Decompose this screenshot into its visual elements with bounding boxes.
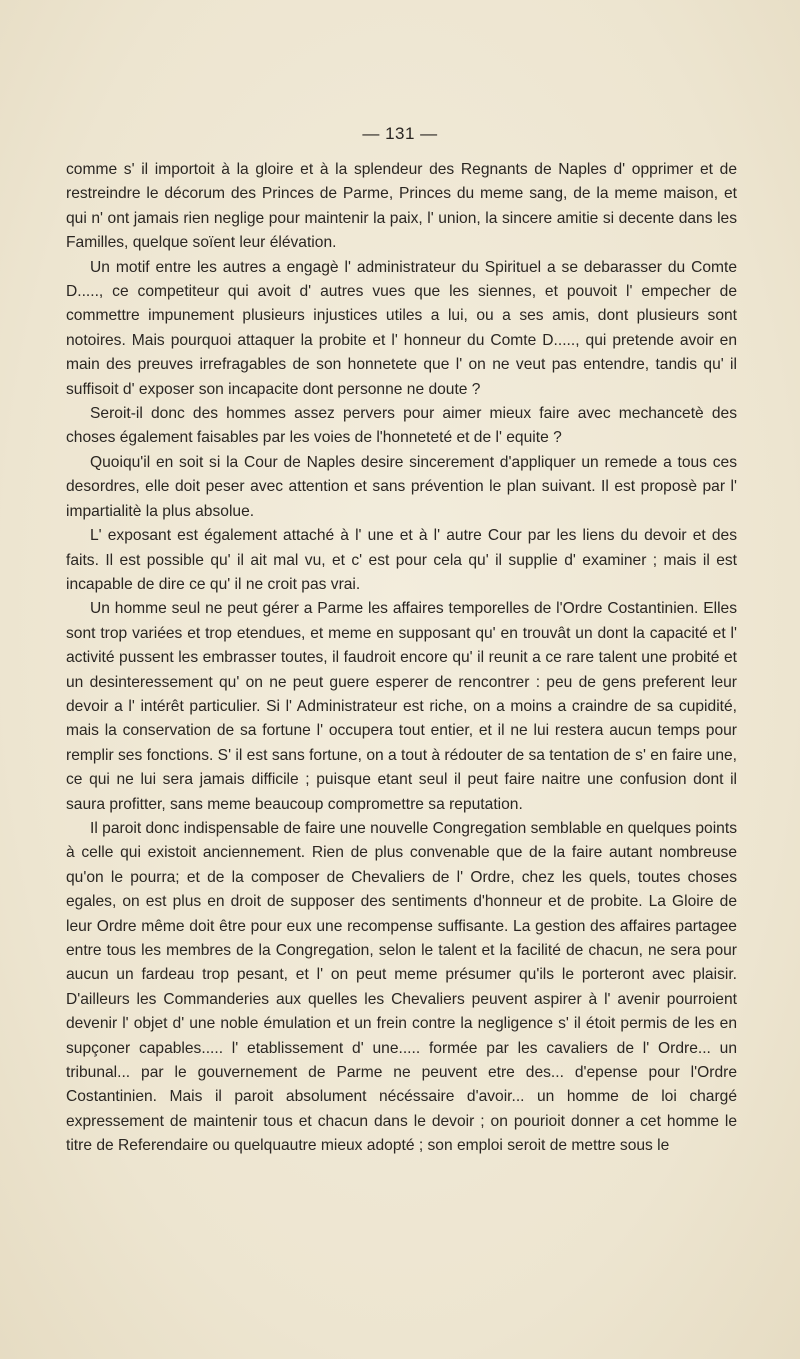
paragraph: Il paroit donc indispensable de faire une nouvelle Congregation semblable en quelques points à celle qui existoit anciennement. Rien de plus convenable que de la faire autant nombreuse qu'on le pourra; et de la composer de Chevaliers de l' Ordre, chez les quels, toutes choses egales, on est plus en droit de supposer des sentiments d'honneur et de probite. La Gloire de leur Ordre même doit être pour eux une recompense suffisante. La gestion des affaires partagee entre tous les membres de la Congregation, selon le talent et la facilité de chacun, ne sera pour aucun un fardeau trop pesant, et l' on peut meme présumer qu'ils le porteront avec plaisir. D'ailleurs les Commanderies aux quelles les Chevaliers peuvent aspirer à l' avenir pourroient devenir l' objet d' une noble émulation et un frein contre la negligence s' il étoit permis de les en supçoner capables..... l' etablissement d' une..... formée par les cavaliers de l' Ordre... un tribunal... par le gouvernement de Parme ne peuvent etre des... d'epense pour l'Ordre Costantinien. Mais il paroit absolument nécéssaire d'avoir... un homme de loi chargé expressement de maintenir tous et chacun dans le devoir ; on pourioit donner a cet homme le titre de Referendaire ou quelquautre mieux adopté ; son emploi seroit de mettre sous le [66,819,737,1155]
paragraph: comme s' il importoit à la gloire et à la splendeur des Regnants de Naples d' opprimer et de restreindre le décorum des Princes de Parme, Princes du meme sang, de la meme maison, et qui n' ont jamais rien neglige pour maintenir la paix, l' union, la sincere amitie si decente dans les Familles, quelque soïent leur élévation. [66,161,737,252]
body-text [66,158,737,1159]
page-number: — 131 — [362,124,438,143]
paragraph: Un motif entre les autres a engagè l' administrateur du Spirituel a se debarasser du Comte D....., ce competiteur qui avoit d' autres vues que les siennes, et pouvoit l' empecher de commettre impunement plusieurs injustices utiles a lui, ou a ses amis, dont plusieurs sont notoires. Mais pourquoi attaquer la probite et l' honneur du Comte D....., qui pretende avoir en main des preuves irrefragables de son honnetete que l' on ne veut pas entendre, tandis qu' il suffisoit d' exposer son incapacite dont personne ne doute ? [66,258,737,398]
paragraph: L' exposant est également attaché à l' une et à l' autre Cour par les liens du devoir et des faits. Il est possible qu' il ait mal vu, et c' est pour cela qu' il supplie d' examiner ; mais il est incapable de dire ce qu' il ne croit pas vrai. [66,527,737,593]
paragraph: Quoiqu'il en soit si la Cour de Naples desire sincerement d'appliquer un remede a tous ces desordres, elle doit peser avec attention et sans prévention le plan suivant. Il est proposè par l' impartialitè la plus absolue. [66,453,737,520]
paragraph: Un homme seul ne peut gérer a Parme les affaires temporelles de l'Ordre Costantinien. Elles sont trop variées et trop etendues, et meme en supposant qu' en trouvât un dont la capacité et l' activité pussent les embrasser toutes, il faudroit encore qu' il reunit a ce rare talent une probité et un desinteressement qu' on ne peut guere esperer de rencontrer : peu de gens preferent leur devoir a l' intérêt particulier. Si l' Administrateur est riche, on a moins a craindre de sa cupidité, mais la conservation de sa fortune l' occupera tout entier, et il ne lui restera aucun temps pour remplir ses fonctions. S' il est sans fortune, on a tout à rédouter de sa tentation de s' en faire une, ce qui ne lui sera jamais difficile ; puisque etant seul il peut faire naitre une confusion dont il saura profitter, sans meme beaucoup compromettre sa reputation. [66,600,737,813]
paragraph: Seroit-il donc des hommes assez pervers pour aimer mieux faire avec mechancetè des choses également faisables par les voies de l'honneteté et de l' equite ? [66,405,737,447]
